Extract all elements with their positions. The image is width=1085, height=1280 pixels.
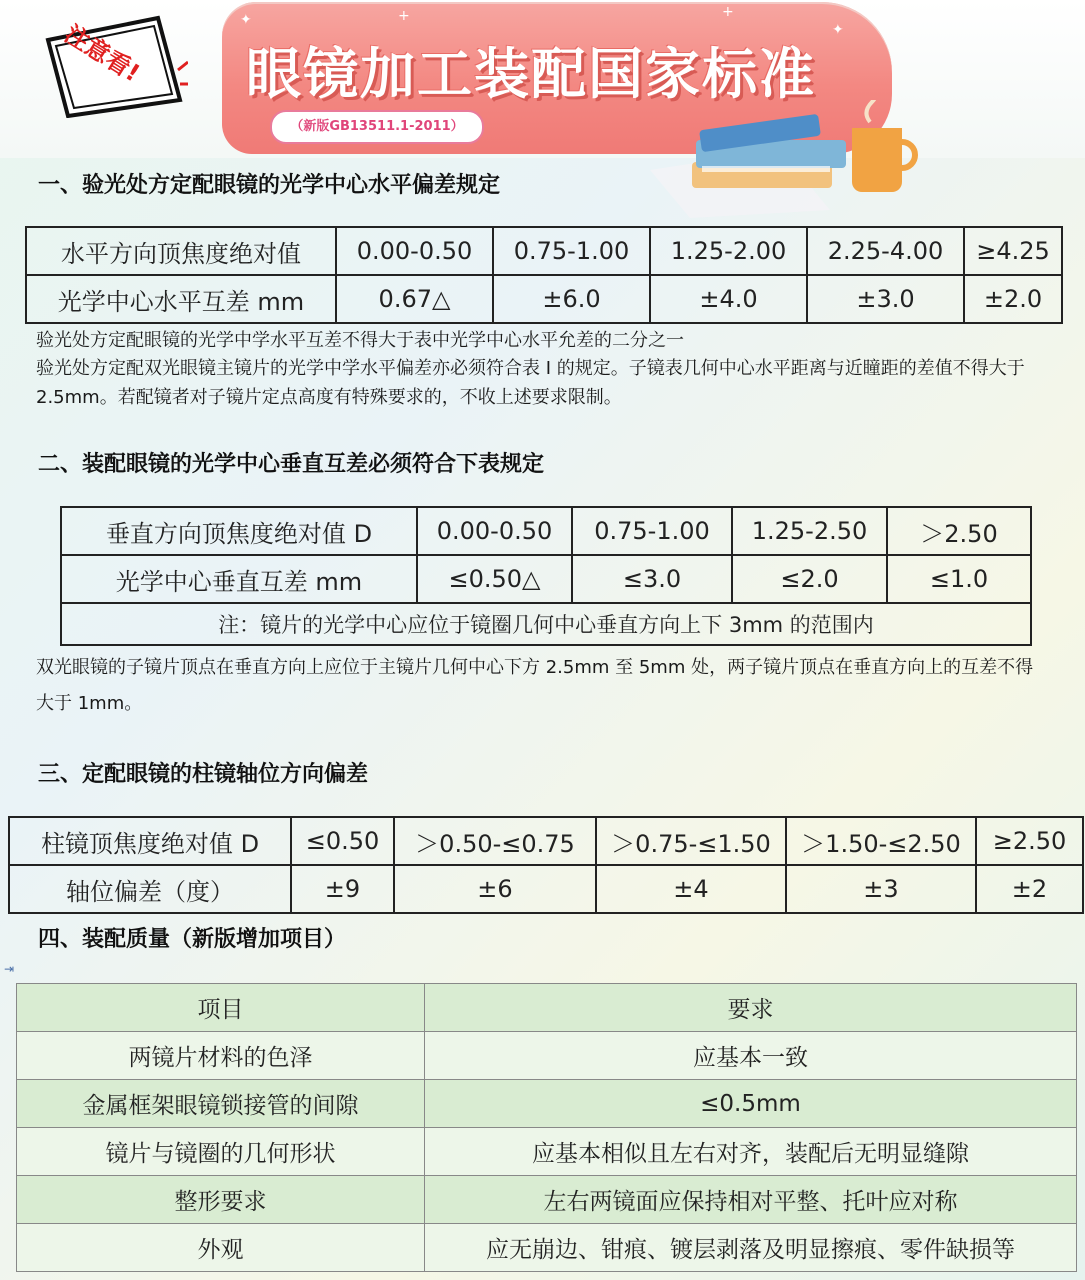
standard-subtitle: （新版GB13511.1-2011） <box>270 110 484 144</box>
table-cell: ≤0.50△ <box>417 555 572 603</box>
section3-title: 三、定配眼镜的柱镜轴位方向偏差 <box>38 762 369 787</box>
table-row <box>17 1176 1077 1224</box>
table-cell: 柱镜顶焦度绝对值 D <box>9 817 291 865</box>
table-cell: ≤3.0 <box>572 555 732 603</box>
section2-note: 双光眼镜的子镜片顶点在垂直方向上应位于主镜片几何中心下方 2.5mm 至 5mm 处，两子镜片顶点在垂直方向上的互差不得大于 1mm。 <box>36 657 1034 714</box>
table-cell: 0.00-0.50 <box>336 227 493 275</box>
table-cell: 水平方向顶焦度绝对值 <box>26 227 336 275</box>
books-and-coffee-illustration <box>630 100 930 220</box>
table-header-cell: 要求 <box>425 984 1077 1032</box>
table-cell: ≥4.25 <box>964 227 1062 275</box>
sparkle-icon: ✦ <box>832 22 844 38</box>
table-cell: 光学中心垂直互差 mm <box>61 555 417 603</box>
table-cell: 应基本一致 <box>425 1032 1077 1080</box>
cylinder-axis-table <box>8 816 1084 914</box>
table-header-row <box>17 984 1077 1032</box>
table-row <box>17 1224 1077 1272</box>
table-cell: 0.75-1.00 <box>572 507 732 555</box>
table-cell: ≤1.0 <box>887 555 1031 603</box>
table-cell: ＞0.50-≤0.75 <box>394 817 596 865</box>
table-cell: ≤0.50 <box>291 817 394 865</box>
table-cell: 0.00-0.50 <box>417 507 572 555</box>
table-row <box>17 1128 1077 1176</box>
table-cell: ±3.0 <box>807 275 964 323</box>
section2-title: 二、装配眼镜的光学中心垂直互差必须符合下表规定 <box>38 452 545 477</box>
table-row <box>26 227 1062 275</box>
table-cell: 镜片与镜圈的几何形状 <box>17 1128 425 1176</box>
section4-title: 四、装配质量（新版增加项目） <box>38 927 347 952</box>
table-row <box>17 1080 1077 1128</box>
table-row <box>9 865 1083 913</box>
table-cell: ±4.0 <box>650 275 807 323</box>
horizontal-deviation-table <box>25 226 1063 324</box>
anchor-arrow-icon: ⇥ <box>4 962 15 976</box>
table-cell: ＞2.50 <box>887 507 1031 555</box>
table-cell: 两镜片材料的色泽 <box>17 1032 425 1080</box>
page-title: 眼镜加工装配国家标准 <box>246 42 817 106</box>
table-footnote: 注：镜片的光学中心应位于镜圈几何中心垂直方向上下 3mm 的范围内 <box>61 603 1031 645</box>
table-header-cell: 项目 <box>17 984 425 1032</box>
table-cell: 1.25-2.00 <box>650 227 807 275</box>
table-cell: 金属框架眼镜锁接管的间隙 <box>17 1080 425 1128</box>
section1-note-1: 验光处方定配眼镜的光学中学水平互差不得大于表中光学中心水平允差的二分之一 <box>36 330 684 351</box>
table-cell: 1.25-2.50 <box>732 507 887 555</box>
table-cell: 0.67△ <box>336 275 493 323</box>
table-cell: 0.75-1.00 <box>493 227 650 275</box>
sparkle-icon: ✦ <box>240 12 252 28</box>
table-cell: 整形要求 <box>17 1176 425 1224</box>
table-cell: ±6 <box>394 865 596 913</box>
table-cell: ±2.0 <box>964 275 1062 323</box>
table-cell: ±9 <box>291 865 394 913</box>
table-cell: 外观 <box>17 1224 425 1272</box>
sparkle-icon: + <box>722 4 734 20</box>
table-cell: 应无崩边、钳痕、镀层剥落及明显擦痕、零件缺损等 <box>425 1224 1077 1272</box>
table-cell: 光学中心水平互差 mm <box>26 275 336 323</box>
table-cell: ±4 <box>596 865 786 913</box>
table-row <box>61 507 1031 555</box>
table-cell: 2.25-4.00 <box>807 227 964 275</box>
table-cell: ±6.0 <box>493 275 650 323</box>
table-cell: 轴位偏差（度） <box>9 865 291 913</box>
table-row <box>61 603 1031 645</box>
table-cell: ＞1.50-≤2.50 <box>786 817 976 865</box>
table-cell: ≤0.5mm <box>425 1080 1077 1128</box>
table-cell: ±3 <box>786 865 976 913</box>
table-row <box>26 275 1062 323</box>
table-cell: 左右两镜面应保持相对平整、托叶应对称 <box>425 1176 1077 1224</box>
table-cell: ＞0.75-≤1.50 <box>596 817 786 865</box>
vertical-deviation-table <box>60 506 1032 646</box>
sparkle-icon: + <box>398 8 410 24</box>
table-row <box>61 555 1031 603</box>
table-cell: 垂直方向顶焦度绝对值 D <box>61 507 417 555</box>
section1-title: 一、验光处方定配眼镜的光学中心水平偏差规定 <box>38 173 501 198</box>
table-cell: ≥2.50 <box>976 817 1083 865</box>
table-row <box>17 1032 1077 1080</box>
table-cell: ±2 <box>976 865 1083 913</box>
table-row <box>9 817 1083 865</box>
table-cell: ≤2.0 <box>732 555 887 603</box>
assembly-quality-table <box>16 983 1077 1272</box>
attention-badge-text: 注意看! <box>59 19 145 88</box>
table-cell: 应基本相似且左右对齐，装配后无明显缝隙 <box>425 1128 1077 1176</box>
section1-note-2: 验光处方定配双光眼镜主镜片的光学中学水平偏差亦必须符合表 I 的规定。子镜表几何中心水平距离与近瞳距的差值不得大于 2.5mm。若配镜者对子镜片定点高度有特殊要求的，不收上述要求限制。 <box>36 358 1025 408</box>
